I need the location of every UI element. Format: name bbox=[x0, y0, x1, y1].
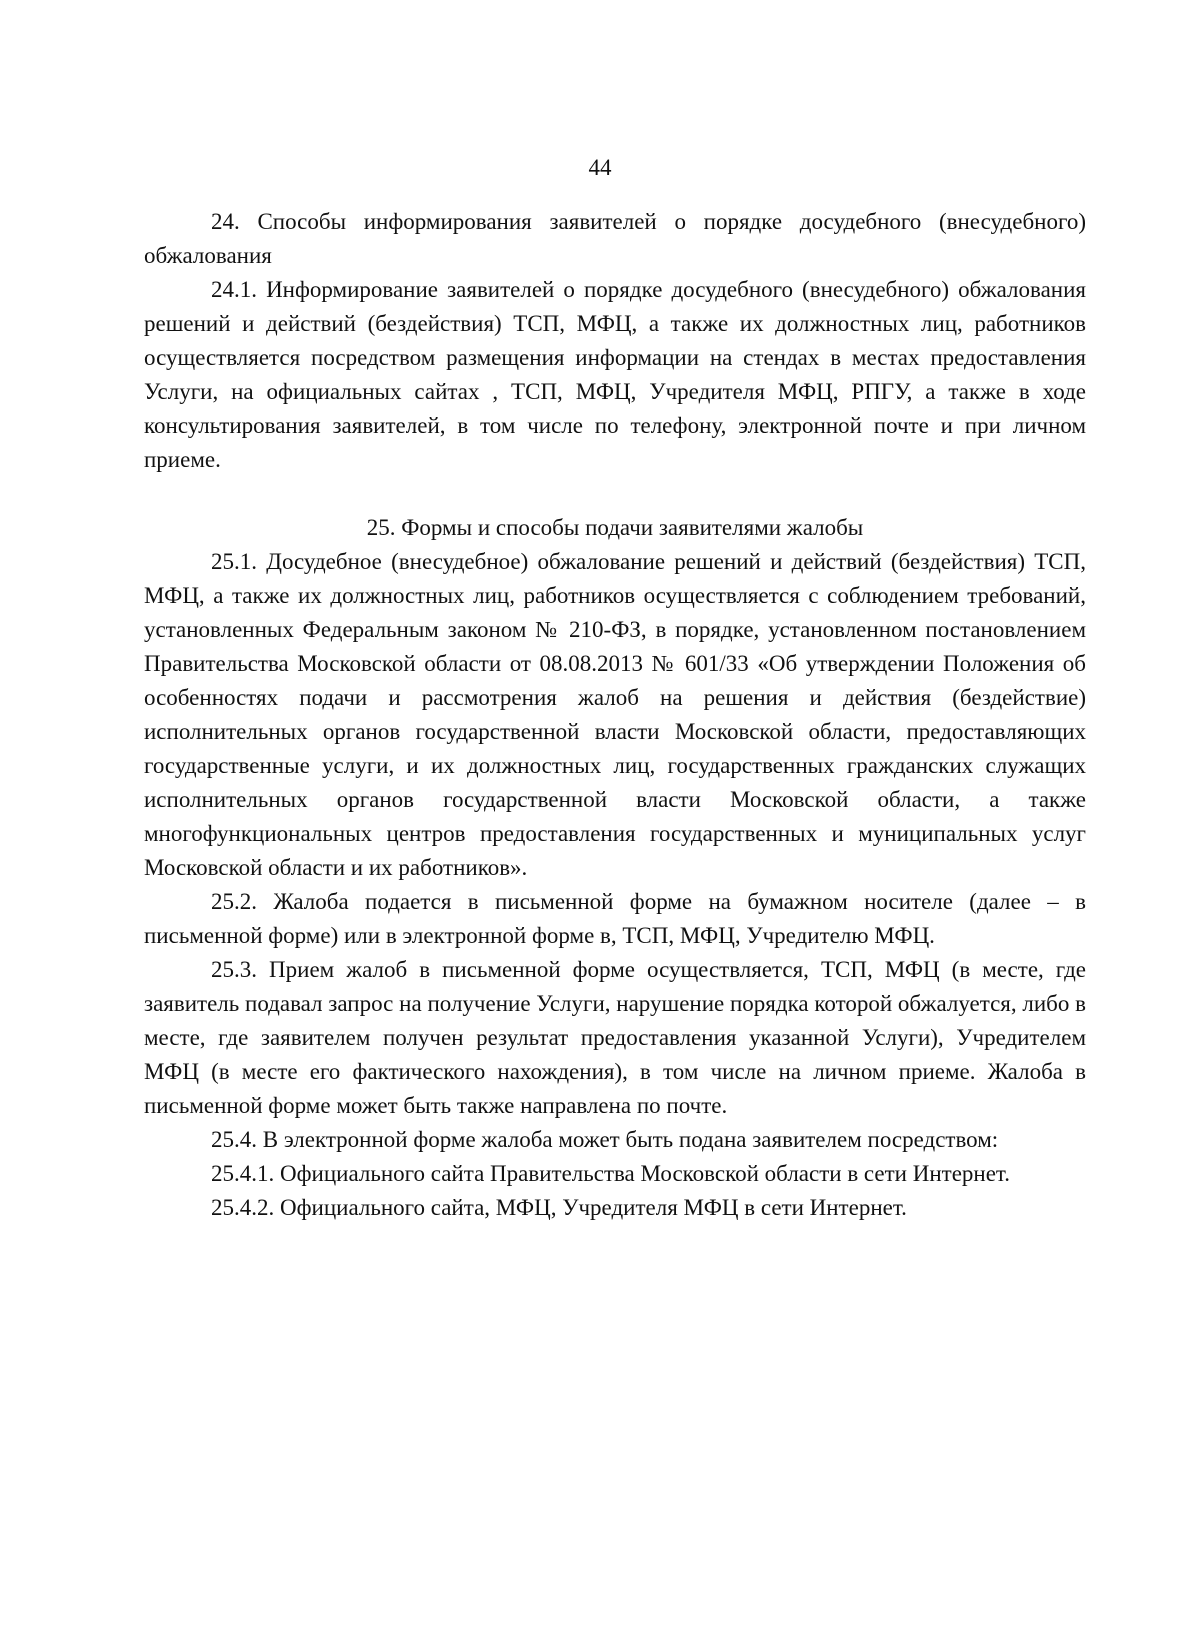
paragraph-25-3: 25.3. Прием жалоб в письменной форме осуществляется, ТСП, МФЦ (в месте, где заявитель подавал запрос на получение Услуги, нарушение порядка которой обжалуется, либо в месте, где заявителем получен результат предоставления указанной Услуги), Учредителем МФЦ (в месте его фактического нахождения), в том числе на личном приеме. Жалоба в письменной форме может быть также направлена по почте. bbox=[144, 957, 1086, 1118]
paragraph-25-4-2: 25.4.2. Официального сайта, МФЦ, Учредителя МФЦ в сети Интернет. bbox=[211, 1195, 907, 1220]
section-24-heading: 24. Способы информирования заявителей о порядке досудебного (внесудебного) обжалования bbox=[144, 209, 1086, 268]
page-number: 44 bbox=[588, 155, 612, 180]
paragraph-25-4: 25.4. В электронной форме жалоба может быть подана заявителем посредством: bbox=[211, 1127, 999, 1152]
section-gap bbox=[144, 477, 1086, 511]
paragraph-25-2: 25.2. Жалоба подается в письменной форме на бумажном носителе (далее – в письменной форме) или в электронной форме в, ТСП, МФЦ, Учредителю МФЦ. bbox=[144, 889, 1086, 948]
paragraph-25-4-1: 25.4.1. Официального сайта Правительства Московской области в сети Интернет. bbox=[211, 1161, 1011, 1186]
section-25-heading: 25. Формы и способы подачи заявителями жалобы bbox=[366, 515, 864, 540]
paragraph-25-1: 25.1. Досудебное (внесудебное) обжалование решений и действий (бездействия) ТСП, МФЦ, а также их должностных лиц, работников осуществляется с соблюдением требований, установленных Федеральным законом № 210-ФЗ, в порядке, установленном постановлением Правительства Московской области от 08.08.2013 № 601/33 «Об утверждении Положения об особенностях подачи и рассмотрения жалоб на решения и действия (бездействие) исполнительных органов государственной власти Московской области, предоставляющих государственные услуги, и их должностных лиц, государственных гражданских служащих исполнительных органов государственной власти Московской области, а также многофункциональных центров предоставления государственных и муниципальных услуг Московской области и их работников». bbox=[144, 549, 1086, 880]
document-body bbox=[144, 205, 1086, 1225]
paragraph-24-1: 24.1. Информирование заявителей о порядке досудебного (внесудебного) обжалования решений и действий (бездействия) ТСП, МФЦ, а также их должностных лиц, работников осуществляется посредством размещения информации на стендах в местах предоставления Услуги, на официальных сайтах , ТСП, МФЦ, Учредителя МФЦ, РПГУ, а также в ходе консультирования заявителей, в том числе по телефону, электронной почте и при личном приеме. bbox=[144, 277, 1086, 472]
